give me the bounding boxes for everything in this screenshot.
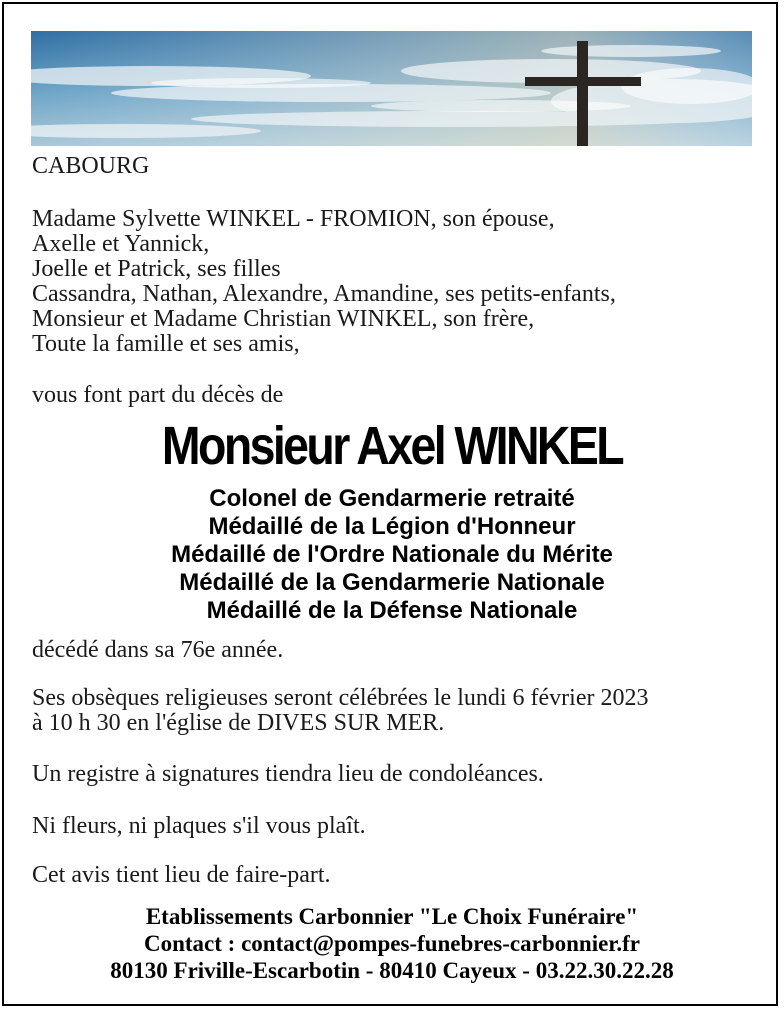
- registry-line: Un registre à signatures tiendra lieu de condoléances.: [32, 761, 544, 787]
- funeral-line: Ses obsèques religieuses seront célébrées le lundi 6 février 2023: [32, 685, 649, 711]
- deceased-name: Monsieur Axel WINKEL: [161, 416, 623, 476]
- family-line: Axelle et Yannick,: [32, 231, 210, 257]
- funeral-home-footer: [0, 903, 784, 984]
- announcement-intro: vous font part du décès de: [32, 382, 284, 408]
- family-line: Madame Sylvette WINKEL - FROMION, son épouse,: [32, 206, 555, 232]
- honor-line: Médaillé de la Légion d'Honneur: [208, 513, 576, 540]
- funeral-details: [32, 686, 648, 736]
- footer-contact: Contact : contact@pompes-funebres-carbonnier.fr: [143, 931, 641, 956]
- honor-line: Colonel de Gendarmerie retraité: [209, 485, 575, 512]
- footer-address: 80130 Friville-Escarbotin - 80410 Cayeux - 03.22.30.22.28: [110, 958, 674, 983]
- funeral-line: à 10 h 30 en l'église de DIVES SUR MER.: [32, 710, 445, 736]
- age-line: décédé dans sa 76e année.: [32, 637, 284, 663]
- family-line: Joelle et Patrick, ses filles: [32, 256, 281, 282]
- family-list: [32, 207, 616, 357]
- honor-line: Médaillé de la Gendarmerie Nationale: [179, 569, 605, 596]
- family-line: Cassandra, Nathan, Alexandre, Amandine, ses petits-enfants,: [32, 281, 616, 307]
- notice-line: Cet avis tient lieu de faire-part.: [32, 862, 331, 888]
- honors-list: [0, 485, 784, 625]
- honor-line: Médaillé de l'Ordre Nationale du Mérite: [171, 541, 613, 568]
- family-line: Toute la famille et ses amis,: [32, 331, 300, 357]
- footer-company: Etablissements Carbonnier "Le Choix Funéraire": [145, 904, 639, 929]
- family-line: Monsieur et Madame Christian WINKEL, son frère,: [32, 306, 535, 332]
- cross-sky-image: [31, 31, 752, 146]
- flowers-line: Ni fleurs, ni plaques s'il vous plaît.: [32, 813, 366, 839]
- location: CABOURG: [32, 153, 150, 179]
- banner-image: [31, 31, 752, 146]
- honor-line: Médaillé de la Défense Nationale: [206, 597, 578, 624]
